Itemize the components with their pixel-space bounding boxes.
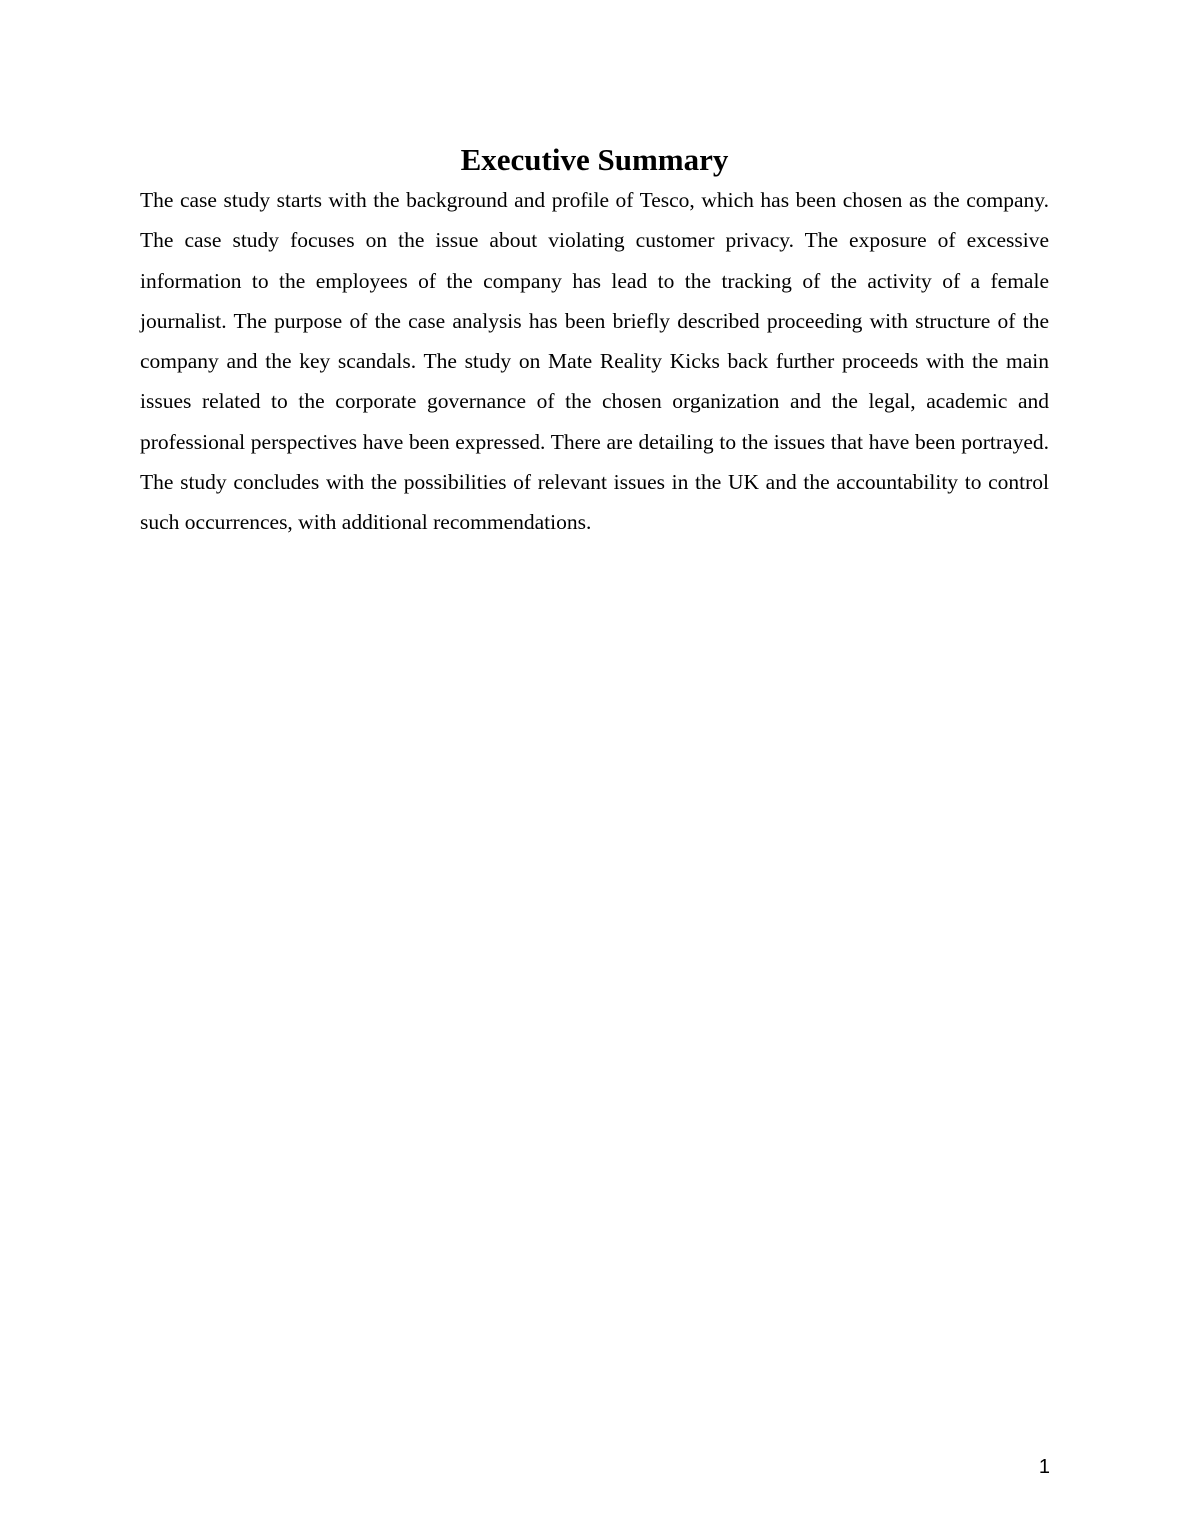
page-number: 1 xyxy=(1038,1456,1050,1478)
summary-paragraph: The case study starts with the background and profile of Tesco, which has been chosen as the company. The case study focuses on the issue about violating customer privacy. The exposure of excessive information to the employees of the company has lead to the tracking of the activity of a female journalist. The purpose of the case analysis has been briefly described proceeding with structure of the company and the key scandals. The study on Mate Reality Kicks back further proceeds with the main issues related to the corporate governance of the chosen organization and the legal, academic and professional perspectives have been expressed. There are detailing to the issues that have been portrayed. The study concludes with the possibilities of relevant issues in the UK and the accountability to control such occurrences, with additional recommendations. xyxy=(140,188,1049,535)
page-title: Executive Summary xyxy=(460,142,729,177)
page-content xyxy=(140,140,1049,543)
